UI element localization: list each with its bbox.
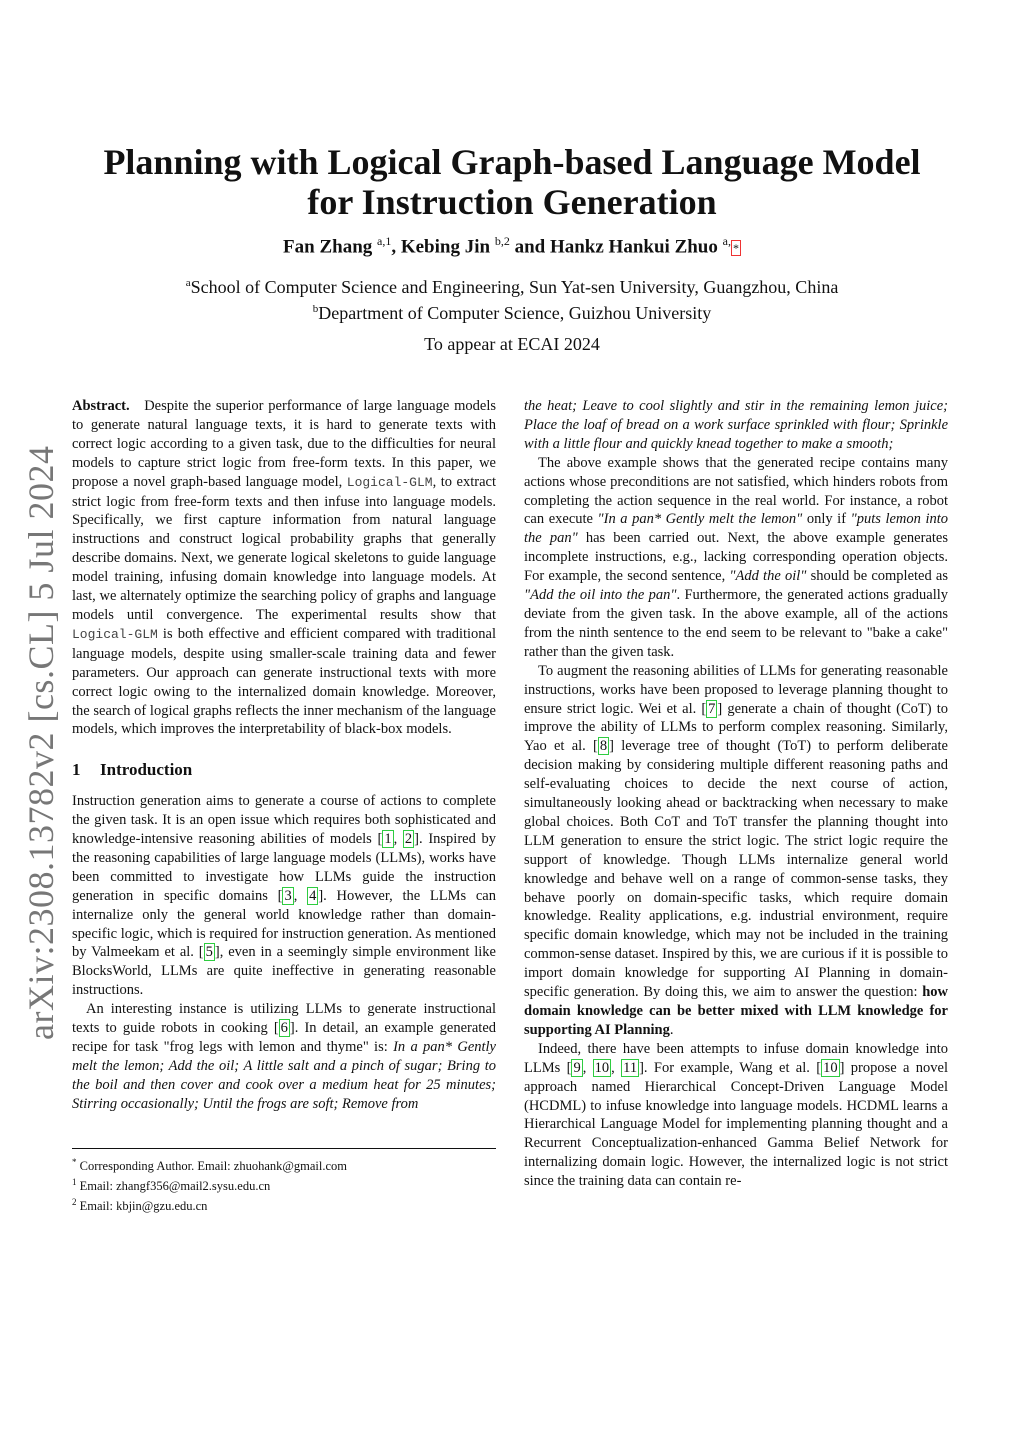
- quoted-action: "Add the oil": [729, 568, 807, 585]
- venue-note: To appear at ECAI 2024: [424, 334, 600, 354]
- intro-paragraph-4: [524, 662, 948, 1040]
- intro-paragraph-3: [524, 454, 948, 662]
- affiliation-b: [0, 298, 1024, 324]
- body-text: ] propose a novel approach named Hierarchical Concept-Driven Language Model (HCDML) to infuse knowledge into language models. HCDML learns a Hierarchical Language Model for implementing planning thought and a Recurrent Conceptualization-enhanced Gamma Belief Network for internalizing domain logic. However, the internalized logic is not strict since the training data can contain re-: [524, 1059, 948, 1190]
- body-text: Instruction generation aims to generate a course of actions to complete the given task. It is an open issue which requires both sophisticated and knowledge-intensive reasoning abilities of models [: [72, 793, 496, 848]
- affiliations: [0, 272, 1024, 324]
- section-number: 1: [72, 760, 81, 780]
- author-name: and Hankz Hankui Zhuo: [514, 236, 718, 258]
- corresponding-author-link[interactable]: *: [732, 241, 739, 256]
- abstract-text: is both effective and efficient compared with traditional language models, despite using smaller-scale training data and fewer parameters. Our approach can generate instructional texts with more correct logic owing to the internalized domain knowledge. Moreover, the search of logical graphs reflects the inner mechanism of the language models, which improves the interpretability of black-box models.: [72, 625, 496, 738]
- author-affiliation-mark: a,1: [377, 234, 392, 248]
- research-question: how domain knowledge can be better mixed with LLM knowledge for supporting AI Planning: [524, 984, 948, 1038]
- footnotes: [72, 1148, 496, 1214]
- title-line-1: Planning with Logical Graph-based Language Model: [103, 142, 921, 182]
- footnote-mark: 2: [72, 1197, 77, 1208]
- author-name: Fan Zhang: [283, 236, 373, 258]
- body-text: The above example shows that the generated recipe contains many actions whose preconditions are not satisfied, which hinders robots from completing the action sequence in the real world. For instance, a robot can execute: [524, 454, 948, 528]
- citation-link[interactable]: 4: [309, 887, 317, 904]
- body-text: ]. In detail, an example generated recipe for task "frog legs with lemon and thyme" is:: [72, 1020, 497, 1055]
- citation-link[interactable]: 10: [823, 1059, 838, 1076]
- intro-paragraph-5: Indeed, there have been attempts to infuse domain knowledge into LLMs [ 9 , 10 , 11 ]. For example, Wang et al. [ 10 ] propose a novel approach named Hierarchical Concept-Driven Language Model (HCDML) to infuse knowledge into language models. HCDML learns a Hierarchical Language Model for implementing planning thought and a Recurrent Conceptualization-enhanced Gamma Belief Network for internalizing domain logic. However, the internalized logic is not strict since the training data can contain re-: [524, 1040, 948, 1190]
- author-affiliation-mark: b,2: [494, 234, 510, 248]
- body-text: . Furthermore, the generated actions gradually deviate from the given task. In the above example, all of the actions from the ninth sentence to the end seem to be relevant to "bake a cake" rather than the given task.: [524, 587, 949, 660]
- affiliation-text: School of Computer Science and Engineering, Sun Yat-sen University, Guangzhou, China: [190, 277, 839, 297]
- title-line-2: for Instruction Generation: [307, 182, 717, 222]
- recipe-example: the heat; Leave to cool slightly and stir in the remaining lemon juice; Place the loaf of bread on a work surface sprinkled with flour; Sprinkle with a little flour and quickly knead together to make a smooth;: [524, 398, 948, 452]
- abstract: [72, 397, 496, 739]
- left-column: [72, 397, 496, 1114]
- citation-link[interactable]: 6: [280, 1020, 288, 1037]
- body-text: An interesting instance is utilizing LLMs to generate instructional texts to guide robots in cooking [: [72, 1001, 496, 1037]
- footnote-corresponding: [72, 1154, 496, 1174]
- citation-link[interactable]: 5: [205, 944, 213, 961]
- citation-link[interactable]: 11: [623, 1059, 638, 1076]
- footnote-1: [72, 1174, 496, 1194]
- author-name: , Kebing Jin: [391, 236, 491, 258]
- footnote-text: Corresponding Author. Email: zhuohank@gmail.com: [79, 1159, 348, 1174]
- abstract-text: , to extract strict logic from free-form texts and then infuse into language models. Specifically, we first capture information from natural language instructions and construct logical probability graphs that generally describe domains. Next, we generate logical skeletons to guide language model training, infusing domain knowledge into language models. At last, we alternately optimize the searching policy of graphs and language models until convergence. The experimental results show that: [72, 473, 496, 623]
- affiliation-text: Department of Computer Science, Guizhou University: [318, 303, 712, 323]
- affiliation-mark: a: [185, 277, 191, 289]
- citation-link[interactable]: 10: [594, 1059, 610, 1076]
- footnote-mark: 1: [72, 1177, 77, 1188]
- citation-link[interactable]: 8: [599, 738, 608, 755]
- model-name: Logical-GLM: [346, 474, 433, 490]
- section-title: Introduction: [100, 760, 193, 780]
- citation-link[interactable]: 1: [384, 831, 392, 848]
- footnote-mark: *: [72, 1157, 77, 1167]
- body-text: Indeed, there have been attempts to infuse domain knowledge into LLMs [: [524, 1040, 948, 1076]
- citation-link[interactable]: 3: [284, 887, 292, 904]
- body-text: has been carried out. Next, the above example generates incomplete instructions, e.g., lacking corresponding operation objects. For example, the second sentence,: [524, 530, 948, 585]
- body-text: ]. Inspired by the reasoning capabilities of large language models (LLMs), works have been committed to investigate how LLMs guide the instruction generation in specific domains [: [72, 831, 497, 904]
- intro-paragraph-1: Instruction generation aims to generate a course of actions to complete the given task. It is an open issue which requires both sophisticated and knowledge-intensive reasoning abilities of models [ 1 , 2 ]. Inspired by the reasoning capabilities of large language models (LLMs), works have been committed to investigate how LLMs guide the instruction generation in specific domains [ 3 , 4 ]. However, the LLMs can internalize only the general world knowledge rather than domain-specific logic, which is required for instruction generation. As mentioned by Valmeekam et al. [ 5 ], even in a seemingly simple environment like BlocksWorld, LLMs are quite ineffective in generating reasonable instructions.: [72, 793, 497, 999]
- quoted-action: "Add the oil into the pan": [524, 587, 677, 604]
- body-text: .: [669, 1021, 674, 1038]
- section-heading-introduction: [72, 761, 496, 780]
- paper-title: [0, 142, 1024, 222]
- affiliation-mark: b: [312, 303, 319, 315]
- citation-link[interactable]: 9: [573, 1059, 581, 1076]
- abstract-text: Despite the superior performance of large language models to generate natural language texts, it is hard to generate texts with correct logic according to a given task, due to the difficulties for neural models to capture strict logic from free-form texts. In this paper, we propose a novel graph-based language model,: [72, 398, 497, 490]
- quoted-action: "puts lemon into the pan": [524, 511, 949, 547]
- body-text: should be completed as: [806, 568, 948, 585]
- body-text: ]. For example, Wang et al. [: [639, 1059, 822, 1076]
- body-text: ]. However, the LLMs can internalize only the general world knowledge rather than domain-specific logic, which is required for instruction generation. As mentioned by Valmeekam et al. [: [72, 887, 497, 961]
- body-text: To augment the reasoning abilities of LLMs for generating reasonable instructions, works have been proposed to leverage planning thought to ensure strict logic. Wei et al. [: [524, 662, 948, 717]
- abstract-label: Abstract.: [72, 398, 130, 414]
- footnote-text: Email: kbjin@gzu.edu.cn: [79, 1199, 208, 1214]
- body-text: only if: [802, 511, 851, 528]
- citation-link[interactable]: 7: [708, 700, 716, 717]
- model-name: Logical-GLM: [72, 626, 158, 642]
- quoted-action: "In a pan* Gently melt the lemon": [597, 511, 803, 528]
- footnote-2: [72, 1194, 496, 1214]
- intro-paragraph-2: [72, 1000, 496, 1113]
- affiliation-a: [0, 272, 1024, 298]
- body-text: ] generate a chain of thought (CoT) to improve the ability of LLMs to perform complex reasoning. Similarly, Yao et al. [: [524, 700, 948, 755]
- recipe-example: In a pan* Gently melt the lemon; Add the oil; A little salt and a pinch of sugar; Bring to the boil and then cover and cook over a medium heat for 25 minutes; Stirring occasionally; Until the frogs are soft; Remove from: [72, 1039, 496, 1112]
- right-column: [524, 397, 948, 1191]
- recipe-continuation: [524, 397, 948, 454]
- citation-link[interactable]: 2: [404, 831, 413, 848]
- footnote-text: Email: zhangf356@mail2.sysu.edu.cn: [79, 1179, 271, 1194]
- author-affiliation-mark: a,: [722, 234, 731, 248]
- arxiv-identifier-stamp: arXiv:2308.13782v2 [cs.CL] 5 Jul 2024: [21, 445, 61, 1040]
- author-list: [0, 234, 1024, 258]
- body-text: ] leverage tree of thought (ToT) to perform deliberate decision making by considering multiple different reasoning paths and self-evaluating choices to decide the next course of action, simultaneously looking ahead or backtracking when necessary to make global choices. Both CoT and ToT transfer the planning thought into LLM generation to ensure the strict logic. The strict logic require the support of knowledge. Though LLMs internalize general world knowledge and behave well on a range of common-sense tasks, they behave poorly on domain-specific tasks, which require domain knowledge. Reality applications, e.g. industrial environment, require specific domain knowledge, which may not be included in the training common-sense dataset. Inspired by this, we are curious if it is possible to import domain knowledge for supporting AI Planning in domain-specific generation. By doing this, we aim to answer the question:: [524, 738, 948, 1001]
- body-text: ], even in a seemingly simple environment like BlocksWorld, LLMs are quite ineffective in generating reasonable instructions.: [72, 944, 496, 999]
